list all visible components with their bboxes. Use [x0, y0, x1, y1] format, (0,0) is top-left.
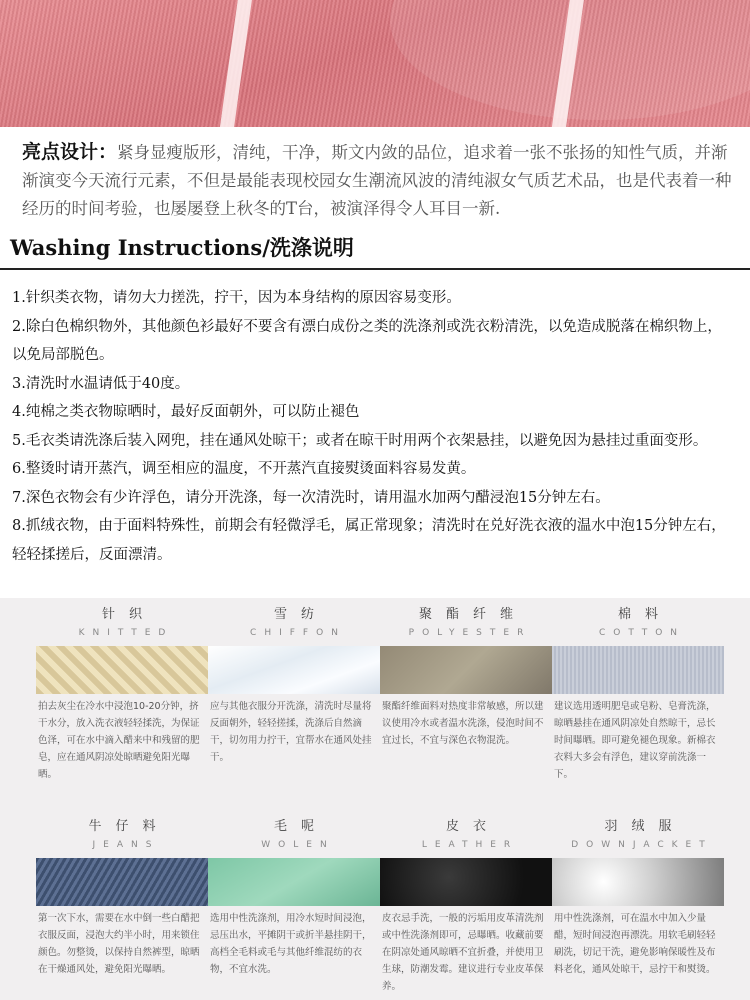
fabric-care-text: 选用中性洗涤剂，用冷水短时间浸泡，忌压出水，平摊阴干或折半悬挂阴干，高档全毛料或毛与其他纤维混纺的衣物，不宜水洗。 — [210, 913, 372, 975]
fabric-care-grid — [0, 598, 750, 1000]
washing-step: 6.整烫时请开蒸汽，调至相应的温度，不开蒸汽直接熨烫面料容易发黄。 — [12, 461, 476, 477]
washing-steps — [12, 284, 732, 569]
fabric-card-downjacket — [552, 816, 724, 978]
fabric-photo — [380, 646, 552, 694]
washing-step: 8.抓绒衣物，由于面料特殊性，前期会有轻微浮毛，属正常现象；清洗时在兑好洗衣液的温水中泡15分钟左右，轻轻揉搓后，反面漂清。 — [12, 518, 726, 563]
fabric-care-text: 皮衣忌手洗，一般的污垢用皮革清洗剂或中性洗涤剂即可，忌曝晒。收藏前要在阴凉处通风晾晒不宜折叠，并使用卫生球，防潮发霉。建议进行专业皮革保养。 — [382, 913, 544, 992]
highlight-design — [22, 138, 732, 223]
fabric-name: 针织 — [101, 607, 156, 622]
highlight-label: 亮点设计： — [22, 141, 118, 163]
fabric-card-leather — [380, 816, 552, 995]
fabric-english-name: LEATHER — [421, 840, 519, 850]
washing-step: 1.针织类衣物，请勿大力搓洗，拧干，因为本身结构的原因容易变形。 — [12, 290, 461, 306]
washing-step: 3.清洗时水温请低于40度。 — [12, 375, 190, 392]
fabric-photo — [208, 646, 380, 694]
washing-title: Washing Instructions/洗涤说明 — [10, 235, 354, 260]
product-fabric-photo — [0, 0, 750, 127]
fabric-care-text: 应与其他衣服分开洗涤，清洗时尽量将反面朝外，轻轻搓揉，洗涤后自然滴干，切勿用力拧干，宜帮水在通风处挂干。 — [210, 701, 372, 763]
fabric-name: 聚酯纤维 — [418, 607, 527, 622]
fabric-english-name: JEANS — [92, 840, 160, 850]
fabric-name: 雪纺 — [273, 607, 328, 622]
fabric-care-text: 用中性洗涤剂，可在温水中加入少量醋，短时间浸泡再漂洗。用软毛刷轻轻刷洗，切记干洗，避免影响保暖性及布料老化，通风处晾干，忌拧干和熨烫。 — [554, 913, 716, 975]
fabric-photo — [552, 858, 724, 906]
fabric-english-name: DOWNJACKET — [571, 840, 713, 850]
fabric-name: 棉料 — [617, 607, 672, 622]
fabric-care-text: 聚酯纤维面料对热度非常敏感，所以建议使用冷水或者温水洗涤，侵泡时间不宜过长，不宜与深色衣物混洗。 — [382, 701, 544, 746]
fabric-name: 羽绒服 — [604, 819, 686, 834]
fabric-card-polyester — [380, 604, 552, 749]
fabric-card-knitted — [36, 604, 208, 783]
washing-divider — [0, 268, 750, 270]
fabric-name: 牛仔料 — [88, 819, 170, 834]
washing-step: 2.除白色棉织物外，其他颜色衫最好不要含有漂白成份之类的洗涤剂或洗衣粉清洗，以免造成脱落在棉织物上，以免局部脱色。 — [12, 318, 722, 363]
fabric-card-wolen — [208, 816, 380, 978]
highlight-text: 紧身显瘦版形，清纯，干净，斯文内敛的品位，追求着一张不张扬的知性气质，并渐渐演变今天流行元素，不但是最能表现校园女生潮流风波的清纯淑女气质艺术品，也是代表着一种经历的时间考验，也屡屡登上秋冬的T台，被演泽得令人耳目一新. — [22, 143, 732, 218]
fabric-card-cotton — [552, 604, 724, 783]
fabric-photo — [36, 646, 208, 694]
washing-step: 7.深色衣物会有少许浮色，请分开洗涤，每一次清洗时，请用温水加两勺醋浸泡15分钟左右。 — [12, 489, 610, 506]
fabric-english-name: POLYESTER — [408, 628, 532, 638]
fabric-stripe — [216, 0, 255, 127]
fabric-english-name: CHIFFON — [250, 628, 346, 638]
fabric-photo — [552, 646, 724, 694]
fabric-photo — [380, 858, 552, 906]
fabric-care-text: 建议选用透明肥皂或皂粉、皂膏洗涤，晾晒悬挂在通风阴凉处自然晾干，忌长时间曝晒。即可避免褪色现象。新棉衣衣料大多会有浮色，建议穿前洗涤一下。 — [554, 701, 716, 780]
fabric-english-name: KNITTED — [78, 628, 174, 638]
fabric-card-chiffon — [208, 604, 380, 766]
fabric-english-name: WOLEN — [261, 840, 335, 850]
fabric-english-name: COTTON — [598, 628, 686, 638]
fabric-care-text: 拍去灰尘在冷水中浸泡10-20分钟，挤干水分，放入洗衣液轻轻揉洗，为保证色泽，可在水中滴入醋来中和残留的肥皂，应在通风阴凉处晾晒避免阳光曝晒。 — [38, 701, 200, 780]
fabric-card-jeans — [36, 816, 208, 978]
fabric-care-text: 第一次下水，需要在水中倒一些白醋把衣服反面，浸泡大约半小时，用来锁住颜色。勿整烫，以保持自然裤型，晾晒在干燥通风处，避免阳光曝晒。 — [38, 913, 200, 975]
fabric-name: 皮衣 — [445, 819, 500, 834]
fabric-photo — [208, 858, 380, 906]
washing-step: 4.纯棉之类衣物晾晒时，最好反面朝外，可以防止褪色 — [12, 404, 360, 420]
washing-step: 5.毛衣类请洗涤后装入网兜，挂在通风处晾干；或者在晾干时用两个衣架悬挂，以避免因为悬挂过重面变形。 — [12, 432, 708, 449]
fabric-name: 毛呢 — [273, 819, 328, 834]
fabric-photo — [36, 858, 208, 906]
